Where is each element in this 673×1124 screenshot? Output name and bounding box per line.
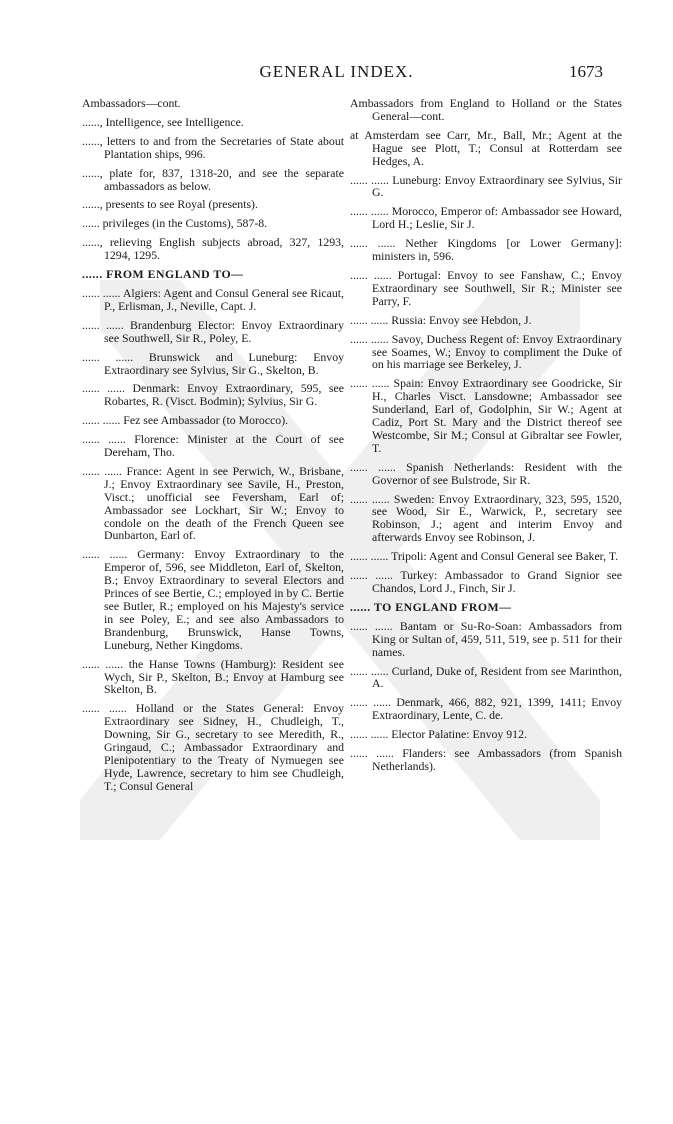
index-entry: ...... ...... Morocco, Emperor of: Ambassador see Howard, Lord H.; Leslie, Sir J. <box>350 204 622 232</box>
page-header <box>70 62 603 84</box>
index-entry: ...... ...... Denmark, 466, 882, 921, 1399, 1411; Envoy Extraordinary, Lente, C. de. <box>350 695 622 723</box>
index-entry: ......, letters to and from the Secretaries of State about Plantation ships, 996. <box>82 133 344 161</box>
index-entry: Ambassadors—cont. <box>82 96 181 110</box>
index-subheading: ...... TO ENGLAND FROM— <box>350 599 512 614</box>
index-entry: ...... ...... Brunswick and Luneburg: Envoy Extraordinary see Sylvius, Sir G., Skelton, B. <box>82 349 344 377</box>
index-entry: ...... ...... Luneburg: Envoy Extraordinary see Sylvius, Sir G. <box>350 172 622 200</box>
index-entry: ...... ...... Spain: Envoy Extraordinary see Goodricke, Sir H., Charles Visct. Lansdowne; Ambassador see Sunderland, Earl of, Godolphin, Sir W.; Agent at Cadiz, Port St. Mary and the District thereof see Westcombe, Sir M.; Consul at Gibraltar see Fowler, T. <box>350 376 622 455</box>
index-entry: ......, relieving English subjects abroad, 327, 1293, 1294, 1295. <box>82 235 344 263</box>
left-column <box>82 97 344 799</box>
index-entry: ......, Intelligence, see Intelligence. <box>82 114 244 129</box>
index-entry: ...... ...... Portugal: Envoy to see Fanshaw, C.; Envoy Extraordinary see Southwell, Sir R.; Minister see Parry, F. <box>350 267 622 308</box>
index-entry: ...... ...... Turkey: Ambassador to Grand Signior see Chandos, Lord J., Finch, Sir J. <box>350 568 622 595</box>
index-entry: ...... ...... Tripoli: Agent and Consul General see Baker, T. <box>350 549 619 564</box>
running-head: GENERAL INDEX. <box>259 62 414 81</box>
index-entry: ...... ...... Bantam or Su-Ro-Soan: Ambassadors from King or Sultan of, 459, 511, 519, see p. 511 for their names. <box>350 618 622 659</box>
index-entry: ...... ...... Germany: Envoy Extraordinary to the Emperor of, 596, see Middleton, Earl of, Skelton, B.; Envoy Extraordinary to several Electors and Princes of see Bertie, C.; employed in by C. Bertie see Butler, R.; employed on his Majesty's service in see Poley, E.; and see also Ambassadors to Brandenburg, Brunswick, Hanse Towns, Luneburg, Nether Kingdoms. <box>82 547 344 652</box>
index-entry: ...... ...... Algiers: Agent and Consul General see Ricaut, P., Erlisman, J., Neville, Capt. J. <box>82 285 344 313</box>
index-entry: ...... ...... Denmark: Envoy Extraordinary, 595, see Robartes, R. (Visct. Bodmin); Sylvius, Sir G. <box>82 381 344 409</box>
index-entry: ...... ...... France: Agent in see Perwich, W., Brisbane, J.; Envoy Extraordinary see Savile, H., Preston, Visct.; unofficial see Feversham, Earl of; Ambassador see Lockhart, Sir W.; Envoy to condole on the death of the French Queen see Dunbarton, Earl of. <box>82 463 344 543</box>
index-entry: at Amsterdam see Carr, Mr., Ball, Mr.; Agent at the Hague see Plott, T.; Consul at Rotterdam see Hedges, A. <box>350 127 622 168</box>
index-entry: ...... privileges (in the Customs), 587-8. <box>82 216 268 231</box>
index-entry: ...... ...... the Hanse Towns (Hamburg): Resident see Wych, Sir P., Skelton, B.; Envoy at Hamburg see Skelton, B. <box>82 656 344 697</box>
index-entry: ...... ...... Brandenburg Elector: Envoy Extraordinary see Southwell, Sir R., Poley, E. <box>82 317 344 345</box>
index-entry: ...... ...... Nether Kingdoms [or Lower Germany]: ministers in, 596. <box>350 236 622 264</box>
index-entry: ...... ...... Holland or the States General: Envoy Extraordinary see Sidney, H., Chudleigh, T., Downing, Sir G., secretary to see Meredith, R., Gringaud, C.; Ambassador Extraordinary and Plenipotentiary to the Treaty of Nymuegen see Hyde, Lawrence, secretary to him see Chudleigh, T.; Consul General <box>82 701 344 793</box>
page-number: 1673 <box>569 62 603 81</box>
right-column <box>350 97 622 779</box>
index-entry: ...... ...... Sweden: Envoy Extraordinary, 323, 595, 1520, see Wood, Sir E., Warwick, P., secretary see Robinson, J.; agent and interim Envoy and afterwards Envoy see Robinson, J. <box>350 491 622 545</box>
index-entry: ......, presents to see Royal (presents). <box>82 197 258 212</box>
index-entry: ...... ...... Savoy, Duchess Regent of: Envoy Extraordinary see Soames, W.; Envoy to compliment the Duke of on his marriage see Berkeley, J. <box>350 331 622 372</box>
index-entry: ...... ...... Spanish Netherlands: Resident with the Governor of see Bulstrode, Sir R. <box>350 459 622 487</box>
index-entry: ...... ...... Russia: Envoy see Hebdon, J. <box>350 312 532 327</box>
index-entry: ......, plate for, 837, 1318-20, and see the separate ambassadors as below. <box>82 165 344 193</box>
index-entry: Ambassadors from England to Holland or the States General—cont. <box>350 96 622 123</box>
index-entry: ...... ...... Curland, Duke of, Resident from see Marinthon, A. <box>350 663 622 691</box>
index-subheading: ...... FROM ENGLAND TO— <box>82 267 244 282</box>
index-entry: ...... ...... Florence: Minister at the Court of see Dereham, Tho. <box>82 432 344 460</box>
index-entry: ...... ...... Elector Palatine: Envoy 912. <box>350 727 527 742</box>
index-entry: ...... ...... Flanders: see Ambassadors (from Spanish Netherlands). <box>350 746 622 773</box>
index-entry: ...... ...... Fez see Ambassador (to Morocco). <box>82 413 289 428</box>
